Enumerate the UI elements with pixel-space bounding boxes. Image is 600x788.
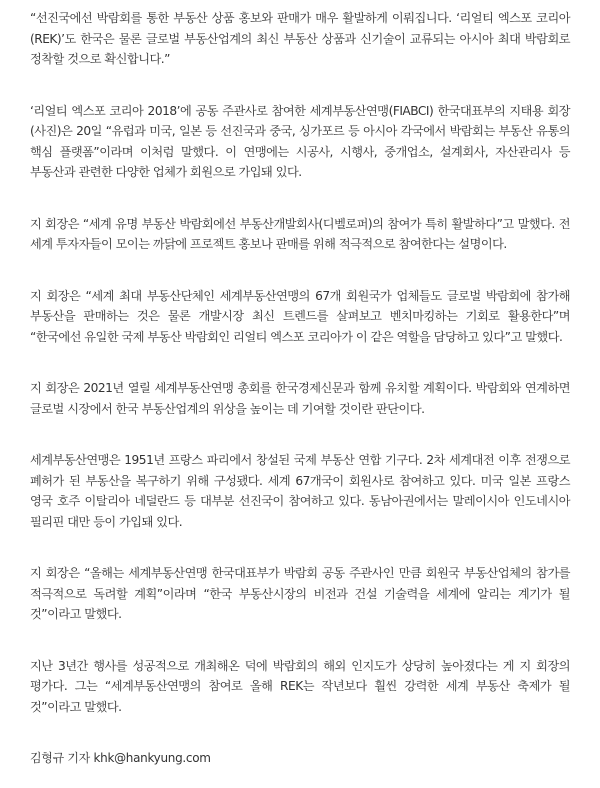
article-paragraph-8: 지난 3년간 행사를 성공적으로 개최해온 덕에 박람회의 해외 인지도가 상당히 높아졌다는 게 지 회장의 평가다. 그는 “세계부동산연맹의 참여로 올해 REK는 작년보다 훨씬 강력한 세계 부동산 축제가 될 것”이라고 말했다. (30, 658, 570, 714)
article-paragraph-5: 지 회장은 2021년 열릴 세계부동산연맹 총회를 한국경제신문과 함께 유치할 계획이다. 박람회와 연계하면 글로벌 시장에서 한국 부동산업계의 위상을 높이는 데 기여할 것이란 판단이다. (30, 381, 570, 416)
article-paragraph-2: ‘리얼티 엑스포 코리아 2018’에 공동 주관사로 참여한 세계부동산연맹(FIABCI) 한국대표부의 지태용 회장(사진)은 20일 “유럽과 미국, 일본 등 선진국과 중국, 싱가포르 등 아시아 각국에서 박람회는 부동산 유통의 핵심 플랫폼”이라며 이처럼 말했다. 이 연맹에는 시공사, 시행사, 중개업소, 설계회사, 자산관리사 등 부동산과 관련한 다양한 업체가 회원으로 가입돼 있다. (30, 103, 570, 179)
article-paragraph-3: 지 회장은 “세계 유명 부동산 박람회에선 부동산개발회사(디벨로퍼)의 참여가 특히 활발하다”고 말했다. 전 세계 투자자들이 모이는 까닭에 프로젝트 홍보나 판매를 위해 적극적으로 참여한다는 설명이다. (30, 216, 570, 251)
article-paragraph-4: 지 회장은 “세계 최대 부동산단체인 세계부동산연맹의 67개 회원국가 업체들도 글로벌 박람회에 참가해 부동산을 판매하는 것은 물론 개발시장 최신 트렌드를 살펴보고 벤치마킹하는 기회로 활용한다”며 “한국에선 유일한 국제 부동산 박람회인 리얼티 엑스포 코리아가 이 같은 역할을 담당하고 있다”고 말했다. (30, 288, 570, 344)
article-paragraph-7: 지 회장은 “올해는 세계부동산연맹 한국대표부가 박람회 공동 주관사인 만큼 회원국 부동산업체의 참가를 적극적으로 독려할 계획”이라며 “한국 부동산시장의 비전과 건설 기술력을 세계에 알리는 계기가 될 것”이라고 말했다. (30, 566, 570, 621)
article-paragraph-6: 세계부동산연맹은 1951년 프랑스 파리에서 창설된 국제 부동산 연합 기구다. 2차 세계대전 이후 전쟁으로 폐허가 된 부동산을 복구하기 위해 구성됐다. 세계 67개국이 회원사로 참여하고 있다. 미국 일본 프랑스 영국 호주 이탈리아 네덜란드 등 대부분 선진국이 참여하고 있다. 동남아권에서는 말레이시아 인도네시아 필리핀 대만 등이 가입돼 있다. (30, 453, 570, 529)
article-paragraph-1: “선진국에선 박람회를 통한 부동산 상품 홍보와 판매가 매우 활발하게 이뤄집니다. ‘리얼티 엑스포 코리아(REK)’도 한국은 물론 글로벌 부동산업계의 최신 부동산 상품과 신기술이 교류되는 아시아 최대 박람회로 정착할 것으로 확신합니다.” (30, 11, 570, 66)
article-byline: 김형규 기자 khk@hankyung.com (30, 751, 211, 765)
